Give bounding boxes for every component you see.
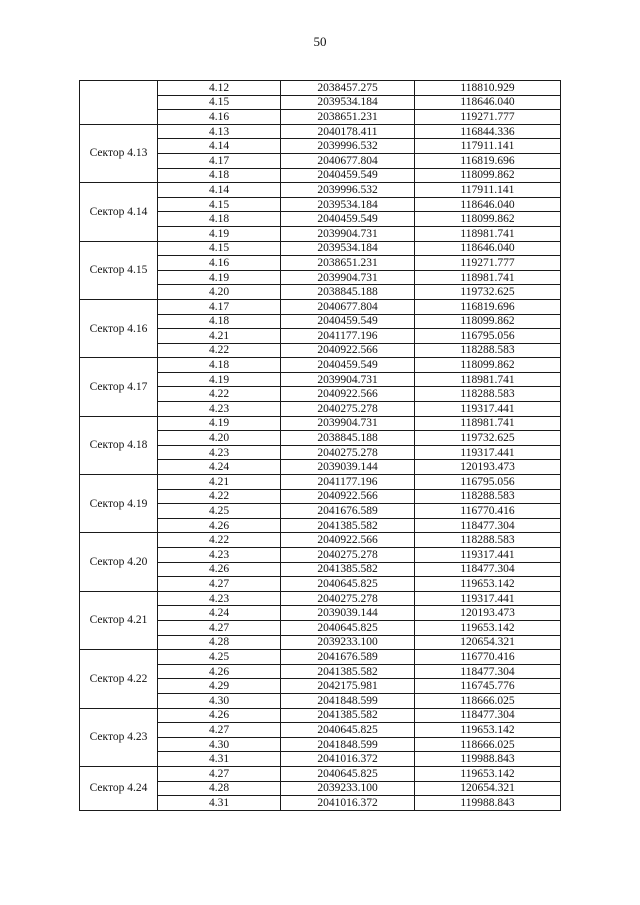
y-coordinate-cell: 118981.741 — [415, 416, 561, 431]
y-coordinate-cell: 118981.741 — [415, 226, 561, 241]
y-coordinate-cell: 118477.304 — [415, 562, 561, 577]
table-row — [80, 358, 561, 373]
y-coordinate-cell: 119732.625 — [415, 285, 561, 300]
x-coordinate-cell: 2039039.144 — [281, 460, 415, 475]
point-number-cell: 4.29 — [158, 679, 281, 694]
point-number-cell: 4.12 — [158, 81, 281, 96]
point-number-cell: 4.21 — [158, 329, 281, 344]
y-coordinate-cell: 116819.696 — [415, 153, 561, 168]
x-coordinate-cell: 2039233.100 — [281, 635, 415, 650]
point-number-cell: 4.26 — [158, 708, 281, 723]
y-coordinate-cell: 120654.321 — [415, 781, 561, 796]
point-number-cell: 4.26 — [158, 518, 281, 533]
table-row — [80, 183, 561, 198]
x-coordinate-cell: 2038651.231 — [281, 110, 415, 125]
y-coordinate-cell: 118099.862 — [415, 314, 561, 329]
point-number-cell: 4.18 — [158, 212, 281, 227]
y-coordinate-cell: 120193.473 — [415, 460, 561, 475]
x-coordinate-cell: 2039534.184 — [281, 95, 415, 110]
point-number-cell: 4.19 — [158, 372, 281, 387]
coordinates-table-body — [80, 81, 561, 811]
point-number-cell: 4.13 — [158, 124, 281, 139]
point-number-cell: 4.27 — [158, 620, 281, 635]
point-number-cell: 4.26 — [158, 664, 281, 679]
y-coordinate-cell: 116795.056 — [415, 329, 561, 344]
y-coordinate-cell: 119653.142 — [415, 577, 561, 592]
sector-name-cell: Сектор 4.13 — [80, 124, 158, 182]
point-number-cell: 4.16 — [158, 110, 281, 125]
sector-name-cell: Сектор 4.14 — [80, 183, 158, 241]
table-row — [80, 81, 561, 96]
y-coordinate-cell: 117911.141 — [415, 183, 561, 198]
point-number-cell: 4.21 — [158, 475, 281, 490]
x-coordinate-cell: 2040922.566 — [281, 343, 415, 358]
sector-name-cell: Сектор 4.23 — [80, 708, 158, 766]
x-coordinate-cell: 2038457.275 — [281, 81, 415, 96]
x-coordinate-cell: 2040459.549 — [281, 314, 415, 329]
sector-name-cell: Сектор 4.21 — [80, 591, 158, 649]
table-row — [80, 591, 561, 606]
y-coordinate-cell: 118099.862 — [415, 168, 561, 183]
x-coordinate-cell: 2039996.532 — [281, 139, 415, 154]
y-coordinate-cell: 118099.862 — [415, 358, 561, 373]
y-coordinate-cell: 116745.776 — [415, 679, 561, 694]
point-number-cell: 4.15 — [158, 95, 281, 110]
y-coordinate-cell: 118981.741 — [415, 372, 561, 387]
table-row — [80, 708, 561, 723]
sector-name-cell: Сектор 4.16 — [80, 299, 158, 357]
x-coordinate-cell: 2039996.532 — [281, 183, 415, 198]
y-coordinate-cell: 118099.862 — [415, 212, 561, 227]
point-number-cell: 4.18 — [158, 314, 281, 329]
sector-name-cell: Сектор 4.17 — [80, 358, 158, 416]
table-row — [80, 241, 561, 256]
x-coordinate-cell: 2039039.144 — [281, 606, 415, 621]
point-number-cell: 4.26 — [158, 562, 281, 577]
y-coordinate-cell: 118288.583 — [415, 533, 561, 548]
x-coordinate-cell: 2040677.804 — [281, 153, 415, 168]
y-coordinate-cell: 118288.583 — [415, 489, 561, 504]
x-coordinate-cell: 2040677.804 — [281, 299, 415, 314]
x-coordinate-cell: 2040645.825 — [281, 766, 415, 781]
x-coordinate-cell: 2040275.278 — [281, 445, 415, 460]
x-coordinate-cell: 2040645.825 — [281, 723, 415, 738]
sector-name-cell — [80, 81, 158, 125]
table-row — [80, 416, 561, 431]
y-coordinate-cell: 119988.843 — [415, 796, 561, 811]
sector-name-cell: Сектор 4.22 — [80, 650, 158, 708]
x-coordinate-cell: 2040459.549 — [281, 168, 415, 183]
point-number-cell: 4.27 — [158, 577, 281, 592]
point-number-cell: 4.14 — [158, 183, 281, 198]
x-coordinate-cell: 2039233.100 — [281, 781, 415, 796]
y-coordinate-cell: 118477.304 — [415, 518, 561, 533]
x-coordinate-cell: 2040459.549 — [281, 212, 415, 227]
sector-name-cell: Сектор 4.24 — [80, 766, 158, 810]
point-number-cell: 4.23 — [158, 445, 281, 460]
point-number-cell: 4.28 — [158, 635, 281, 650]
x-coordinate-cell: 2041385.582 — [281, 664, 415, 679]
x-coordinate-cell: 2041177.196 — [281, 475, 415, 490]
y-coordinate-cell: 119317.441 — [415, 402, 561, 417]
y-coordinate-cell: 118646.040 — [415, 95, 561, 110]
x-coordinate-cell: 2041385.582 — [281, 562, 415, 577]
x-coordinate-cell: 2042175.981 — [281, 679, 415, 694]
table-row — [80, 533, 561, 548]
x-coordinate-cell: 2041848.599 — [281, 737, 415, 752]
point-number-cell: 4.27 — [158, 766, 281, 781]
y-coordinate-cell: 119653.142 — [415, 723, 561, 738]
point-number-cell: 4.15 — [158, 241, 281, 256]
x-coordinate-cell: 2038651.231 — [281, 256, 415, 271]
x-coordinate-cell: 2041177.196 — [281, 329, 415, 344]
sector-name-cell: Сектор 4.18 — [80, 416, 158, 474]
y-coordinate-cell: 119988.843 — [415, 752, 561, 767]
point-number-cell: 4.23 — [158, 402, 281, 417]
point-number-cell: 4.18 — [158, 358, 281, 373]
table-row — [80, 124, 561, 139]
y-coordinate-cell: 118646.040 — [415, 241, 561, 256]
y-coordinate-cell: 116819.696 — [415, 299, 561, 314]
y-coordinate-cell: 119653.142 — [415, 766, 561, 781]
x-coordinate-cell: 2039904.731 — [281, 226, 415, 241]
y-coordinate-cell: 119271.777 — [415, 110, 561, 125]
point-number-cell: 4.25 — [158, 504, 281, 519]
y-coordinate-cell: 117911.141 — [415, 139, 561, 154]
x-coordinate-cell: 2041385.582 — [281, 708, 415, 723]
y-coordinate-cell: 118981.741 — [415, 270, 561, 285]
point-number-cell: 4.31 — [158, 796, 281, 811]
point-number-cell: 4.31 — [158, 752, 281, 767]
coordinates-table — [79, 80, 561, 811]
x-coordinate-cell: 2039534.184 — [281, 241, 415, 256]
y-coordinate-cell: 116770.416 — [415, 650, 561, 665]
sector-name-cell: Сектор 4.19 — [80, 475, 158, 533]
x-coordinate-cell: 2041385.582 — [281, 518, 415, 533]
point-number-cell: 4.22 — [158, 387, 281, 402]
x-coordinate-cell: 2041016.372 — [281, 796, 415, 811]
x-coordinate-cell: 2039904.731 — [281, 270, 415, 285]
x-coordinate-cell: 2039534.184 — [281, 197, 415, 212]
point-number-cell: 4.24 — [158, 606, 281, 621]
point-number-cell: 4.23 — [158, 591, 281, 606]
x-coordinate-cell: 2038845.188 — [281, 285, 415, 300]
x-coordinate-cell: 2040922.566 — [281, 489, 415, 504]
point-number-cell: 4.22 — [158, 343, 281, 358]
x-coordinate-cell: 2040275.278 — [281, 591, 415, 606]
y-coordinate-cell: 116795.056 — [415, 475, 561, 490]
y-coordinate-cell: 120654.321 — [415, 635, 561, 650]
sector-name-cell: Сектор 4.20 — [80, 533, 158, 591]
x-coordinate-cell: 2040275.278 — [281, 548, 415, 563]
point-number-cell: 4.14 — [158, 139, 281, 154]
x-coordinate-cell: 2040178.411 — [281, 124, 415, 139]
y-coordinate-cell: 118666.025 — [415, 737, 561, 752]
point-number-cell: 4.24 — [158, 460, 281, 475]
y-coordinate-cell: 119317.441 — [415, 591, 561, 606]
y-coordinate-cell: 119317.441 — [415, 548, 561, 563]
table-row — [80, 475, 561, 490]
sector-name-cell: Сектор 4.15 — [80, 241, 158, 299]
table-row — [80, 650, 561, 665]
y-coordinate-cell: 119653.142 — [415, 620, 561, 635]
y-coordinate-cell: 120193.473 — [415, 606, 561, 621]
point-number-cell: 4.16 — [158, 256, 281, 271]
point-number-cell: 4.19 — [158, 226, 281, 241]
point-number-cell: 4.20 — [158, 431, 281, 446]
point-number-cell: 4.23 — [158, 548, 281, 563]
y-coordinate-cell: 118666.025 — [415, 693, 561, 708]
x-coordinate-cell: 2040922.566 — [281, 533, 415, 548]
point-number-cell: 4.30 — [158, 693, 281, 708]
table-row — [80, 766, 561, 781]
y-coordinate-cell: 119732.625 — [415, 431, 561, 446]
x-coordinate-cell: 2040645.825 — [281, 577, 415, 592]
x-coordinate-cell: 2039904.731 — [281, 372, 415, 387]
point-number-cell: 4.28 — [158, 781, 281, 796]
table-row — [80, 299, 561, 314]
x-coordinate-cell: 2039904.731 — [281, 416, 415, 431]
point-number-cell: 4.22 — [158, 533, 281, 548]
point-number-cell: 4.19 — [158, 270, 281, 285]
x-coordinate-cell: 2041676.589 — [281, 650, 415, 665]
point-number-cell: 4.17 — [158, 153, 281, 168]
x-coordinate-cell: 2040922.566 — [281, 387, 415, 402]
point-number-cell: 4.27 — [158, 723, 281, 738]
point-number-cell: 4.25 — [158, 650, 281, 665]
y-coordinate-cell: 118477.304 — [415, 664, 561, 679]
point-number-cell: 4.15 — [158, 197, 281, 212]
y-coordinate-cell: 119271.777 — [415, 256, 561, 271]
y-coordinate-cell: 118646.040 — [415, 197, 561, 212]
point-number-cell: 4.18 — [158, 168, 281, 183]
x-coordinate-cell: 2040275.278 — [281, 402, 415, 417]
point-number-cell: 4.17 — [158, 299, 281, 314]
x-coordinate-cell: 2038845.188 — [281, 431, 415, 446]
y-coordinate-cell: 119317.441 — [415, 445, 561, 460]
point-number-cell: 4.20 — [158, 285, 281, 300]
y-coordinate-cell: 118288.583 — [415, 387, 561, 402]
page-number: 50 — [313, 34, 327, 49]
point-number-cell: 4.30 — [158, 737, 281, 752]
x-coordinate-cell: 2041848.599 — [281, 693, 415, 708]
y-coordinate-cell: 118810.929 — [415, 81, 561, 96]
x-coordinate-cell: 2040459.549 — [281, 358, 415, 373]
x-coordinate-cell: 2041676.589 — [281, 504, 415, 519]
y-coordinate-cell: 116844.336 — [415, 124, 561, 139]
y-coordinate-cell: 116770.416 — [415, 504, 561, 519]
x-coordinate-cell: 2040645.825 — [281, 620, 415, 635]
point-number-cell: 4.19 — [158, 416, 281, 431]
point-number-cell: 4.22 — [158, 489, 281, 504]
y-coordinate-cell: 118288.583 — [415, 343, 561, 358]
y-coordinate-cell: 118477.304 — [415, 708, 561, 723]
x-coordinate-cell: 2041016.372 — [281, 752, 415, 767]
